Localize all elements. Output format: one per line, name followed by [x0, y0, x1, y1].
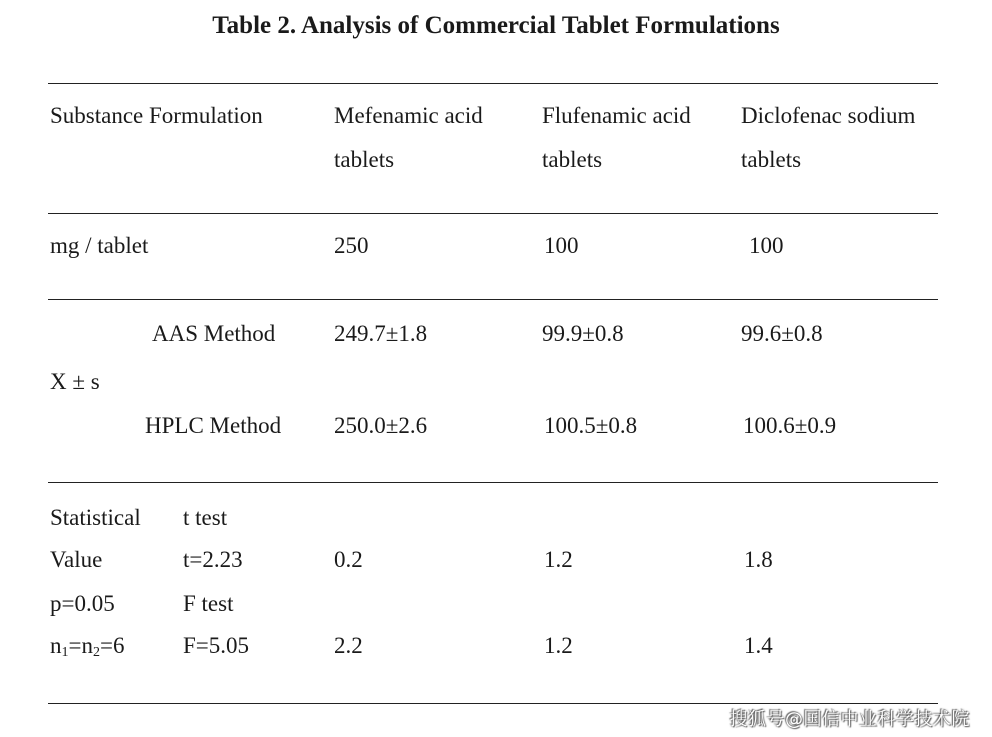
- t-flufenamic: 1.2: [544, 547, 573, 572]
- stat-label-p: p=0.05: [50, 591, 115, 616]
- stat-label-statistical: Statistical: [50, 505, 141, 530]
- header-mefenamic-line2: tablets: [334, 147, 395, 172]
- watermark: 搜狐号@国信中业科学技术院: [729, 709, 970, 730]
- aas-flufenamic: 99.9±0.8: [542, 321, 624, 346]
- stat-label-value: Value: [50, 547, 103, 572]
- f-diclofenac: 1.4: [744, 633, 773, 658]
- f-mefenamic: 2.2: [334, 633, 363, 658]
- mg-tablet-label: mg / tablet: [50, 233, 149, 258]
- t-critical: t=2.23: [183, 547, 243, 572]
- mg-mefenamic: 250: [334, 233, 369, 258]
- stat-label-n: $n_1=n_2=6$: [50, 633, 125, 660]
- x-plus-minus-s-label: X ± s: [50, 369, 100, 394]
- top-rule: [48, 83, 938, 84]
- hplc-flufenamic: 100.5±0.8: [544, 413, 638, 438]
- t-diclofenac: 1.8: [744, 547, 773, 572]
- mg-diclofenac: 100: [749, 233, 784, 258]
- xs-rule: [48, 482, 938, 483]
- header-flufenamic-line2: tablets: [542, 147, 603, 172]
- f-test-label: F test: [183, 591, 234, 616]
- t-test-label: t test: [183, 505, 228, 530]
- f-critical: F=5.05: [183, 633, 250, 658]
- f-flufenamic: 1.2: [544, 633, 573, 658]
- hplc-diclofenac: 100.6±0.9: [743, 413, 837, 438]
- header-diclofenac-line2: tablets: [741, 147, 802, 172]
- t-mefenamic: 0.2: [334, 547, 363, 572]
- header-flufenamic-line1: Flufenamic acid: [542, 103, 691, 128]
- header-rule: [48, 213, 938, 214]
- aas-diclofenac: 99.6±0.8: [741, 321, 823, 346]
- table-title: Table 2. Analysis of Commercial Tablet Formulations: [212, 12, 780, 39]
- bottom-rule: [48, 703, 938, 704]
- aas-mefenamic: 249.7±1.8: [334, 321, 428, 346]
- header-diclofenac-line1: Diclofenac sodium: [741, 103, 916, 128]
- aas-method-label: AAS Method: [152, 321, 276, 346]
- hplc-mefenamic: 250.0±2.6: [334, 413, 428, 438]
- header-substance-formulation: Substance Formulation: [50, 103, 263, 128]
- mg-flufenamic: 100: [544, 233, 579, 258]
- header-mefenamic-line1: Mefenamic acid: [334, 103, 483, 128]
- hplc-method-label: HPLC Method: [145, 413, 282, 438]
- mg-rule: [48, 299, 938, 300]
